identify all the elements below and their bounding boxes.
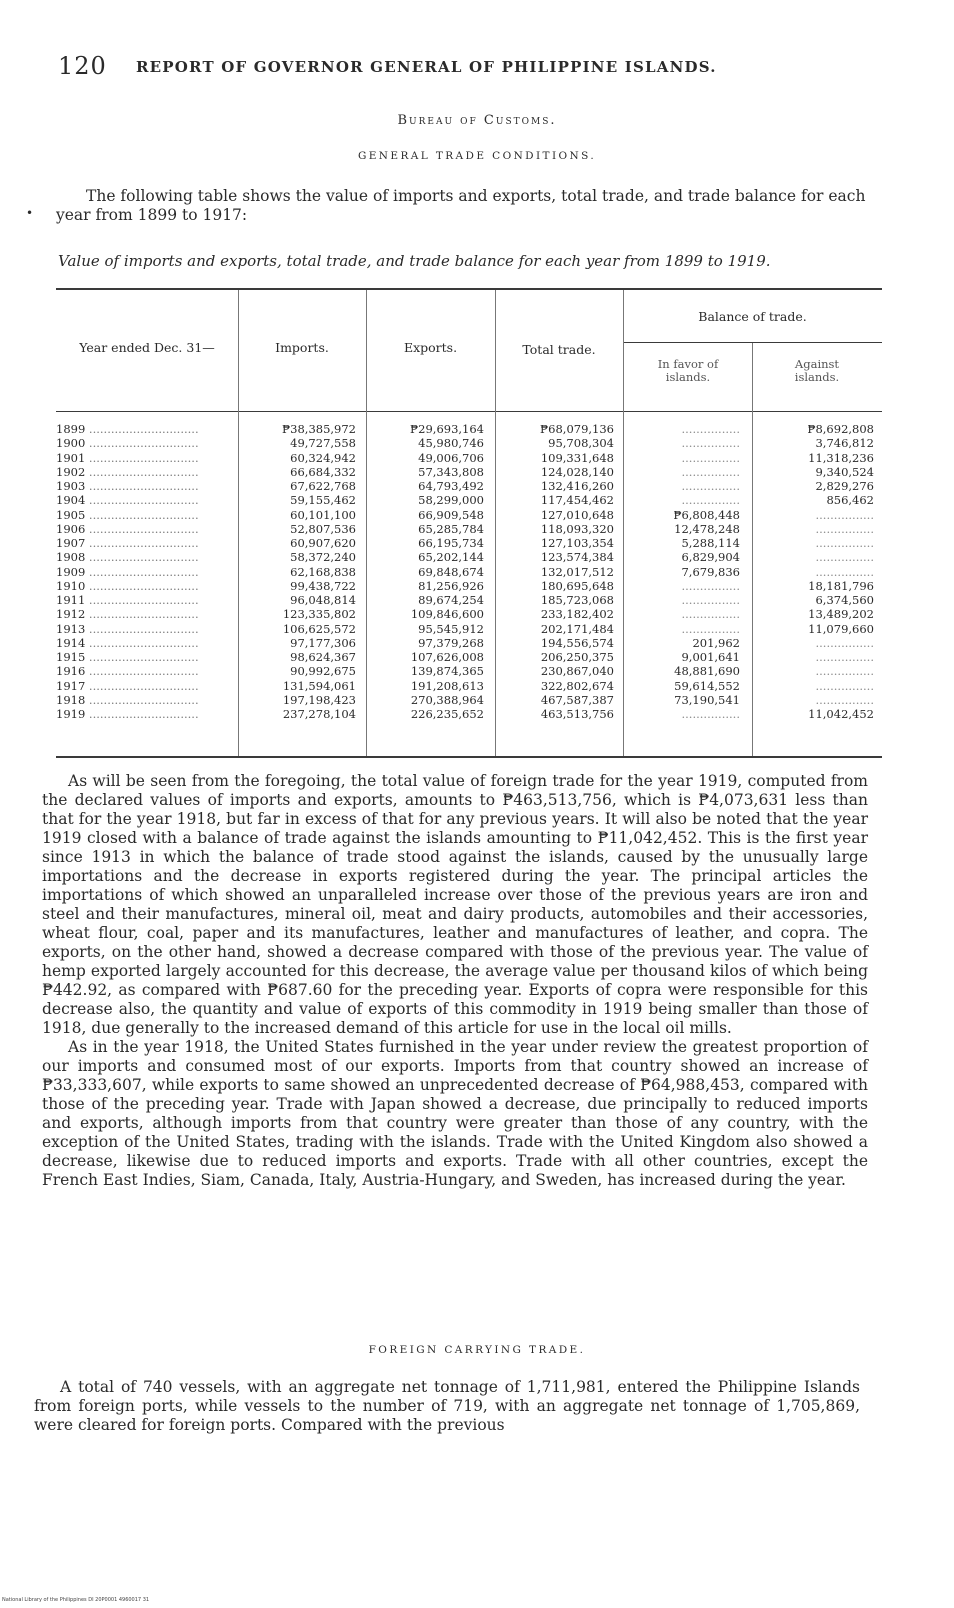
year-cell <box>56 593 230 607</box>
year-cell <box>56 693 230 707</box>
year-cell <box>56 479 230 493</box>
imports-cell: 60,324,942 <box>290 450 356 465</box>
total-trade-column <box>502 422 614 721</box>
column-divider <box>752 343 753 756</box>
in-favor-cell: ₱6,808,448 <box>673 507 740 522</box>
intro-paragraph: The following table shows the value of imports and exports, total trade, and trade balance for each year from 1899 to 1917: <box>56 187 866 224</box>
against-cell: 11,318,236 <box>808 450 874 465</box>
imports-cell: 237,278,104 <box>282 707 356 721</box>
header-year: Year ended Dec. 31— <box>79 340 215 355</box>
year-cell <box>56 522 230 536</box>
against-cell: ₱8,692,808 <box>807 422 874 436</box>
exports-column <box>374 422 484 721</box>
year-label: 1913 <box>56 621 86 636</box>
leader-dots: .............................. <box>85 664 199 679</box>
leader-dots: .............................. <box>85 607 199 622</box>
leader-dots: .............................. <box>85 593 199 607</box>
year-label: 1910 <box>56 578 86 593</box>
year-cell <box>56 579 230 593</box>
imports-cell: 197,198,423 <box>282 692 356 707</box>
year-label: 1901 <box>56 450 86 465</box>
total-trade-cell: 467,587,387 <box>540 692 614 707</box>
year-label: 1917 <box>56 678 86 693</box>
in-favor-cell: 9,001,641 <box>681 650 740 664</box>
total-trade-cell: 127,103,354 <box>540 536 614 550</box>
in-favor-cell: 73,190,541 <box>674 692 740 707</box>
exports-cell: 191,208,613 <box>410 678 484 693</box>
imports-cell: 60,907,620 <box>290 536 356 550</box>
exports-cell: 226,235,652 <box>410 707 484 721</box>
column-divider <box>623 290 624 756</box>
imports-cell: 106,625,572 <box>282 621 356 636</box>
year-label: 1899 <box>56 422 86 436</box>
against-cell: ................ <box>815 521 874 536</box>
year-cell <box>56 607 230 621</box>
leader-dots: .............................. <box>85 479 199 493</box>
leader-dots: .............................. <box>85 436 199 451</box>
leader-dots: .............................. <box>85 707 199 721</box>
year-label: 1909 <box>56 564 86 579</box>
total-trade-cell: 127,010,648 <box>540 507 614 522</box>
year-cell <box>56 650 230 664</box>
against-cell: ................ <box>815 536 874 550</box>
exports-cell: 45,980,746 <box>418 436 484 451</box>
exports-cell: 109,846,600 <box>410 607 484 622</box>
against-cell: 2,829,276 <box>815 479 874 493</box>
imports-cell: 99,438,722 <box>290 578 356 593</box>
leader-dots: .............................. <box>85 692 199 707</box>
total-trade-cell: 132,416,260 <box>540 479 614 493</box>
exports-cell: 65,202,144 <box>418 550 484 565</box>
in-favor-column <box>630 422 740 721</box>
year-label: 1900 <box>56 436 86 451</box>
year-label: 1911 <box>56 593 86 607</box>
year-cell <box>56 622 230 636</box>
total-trade-cell: ₱68,079,136 <box>540 422 614 436</box>
total-trade-cell: 322,802,674 <box>540 678 614 693</box>
exports-cell: 89,674,254 <box>418 593 484 607</box>
total-trade-cell: 95,708,304 <box>548 436 614 451</box>
against-cell: ................ <box>815 650 874 664</box>
imports-cell: 123,335,802 <box>282 607 356 622</box>
in-favor-cell: ................ <box>681 464 740 479</box>
header-total-trade: Total trade. <box>522 342 596 357</box>
in-favor-cell: ................ <box>681 436 740 451</box>
total-trade-cell: 109,331,648 <box>540 450 614 465</box>
in-favor-cell: 5,288,114 <box>681 536 740 550</box>
year-cell <box>56 636 230 650</box>
in-favor-cell: ................ <box>681 707 740 721</box>
year-cell <box>56 436 230 450</box>
total-trade-cell: 180,695,648 <box>540 578 614 593</box>
column-divider <box>495 290 496 756</box>
leader-dots: .............................. <box>85 564 199 579</box>
total-trade-cell: 124,028,140 <box>540 464 614 479</box>
imports-cell: 58,372,240 <box>290 550 356 565</box>
year-label: 1908 <box>56 550 86 565</box>
leader-dots: .............................. <box>85 678 199 693</box>
running-title: REPORT OF GOVERNOR GENERAL OF PHILIPPINE ISLANDS. <box>136 58 717 76</box>
in-favor-cell: 7,679,836 <box>681 564 740 579</box>
exports-cell: 57,343,808 <box>418 464 484 479</box>
total-trade-cell: 118,093,320 <box>540 521 614 536</box>
imports-column <box>246 422 356 721</box>
leader-dots: .............................. <box>85 493 199 508</box>
against-cell: 6,374,560 <box>815 593 874 607</box>
total-trade-cell: 123,574,384 <box>540 550 614 565</box>
year-label: 1916 <box>56 664 86 679</box>
total-trade-cell: 117,454,462 <box>540 493 614 508</box>
in-favor-cell: 12,478,248 <box>674 521 740 536</box>
header-in-favor: In favor of islands. <box>657 357 719 384</box>
imports-cell: 67,622,768 <box>290 479 356 493</box>
paragraph-countries: As in the year 1918, the United States furnished in the year under review the greatest proportion of our imports and consumed most of our exports. Imports from that country showed an increase of ₱33,333,607, while exports to same showed an unprecedented decrease of ₱64,988,453, compared with those of the preceding year. Trade with Japan showed a decrease, due principally to reduced imports and exports, although imports from that country were greater than those of any country, with the exception of the United States, trading with the islands. Trade with the United Kingdom also showed a decrease, likewise due to reduced imports and exports. Trade with all other countries, except the French East Indies, Siam, Canada, Italy, Austria-Hungary, and Sweden, has increased during the year. <box>42 1038 868 1189</box>
exports-cell: ₱29,693,164 <box>410 422 484 436</box>
section-heading-foreign-carrying: FOREIGN CARRYING TRADE. <box>368 1344 586 1356</box>
against-cell: ................ <box>815 507 874 522</box>
year-label: 1914 <box>56 635 86 650</box>
table-header-rule <box>56 411 882 412</box>
in-favor-cell: ................ <box>681 593 740 607</box>
total-trade-cell: 206,250,375 <box>540 650 614 664</box>
exports-cell: 64,793,492 <box>418 479 484 493</box>
year-cell <box>56 664 230 678</box>
year-label: 1902 <box>56 464 86 479</box>
year-label: 1912 <box>56 607 86 622</box>
against-cell: 3,746,812 <box>815 436 874 451</box>
exports-cell: 107,626,008 <box>410 650 484 664</box>
exports-cell: 66,909,548 <box>418 507 484 522</box>
imports-cell: ₱38,385,972 <box>282 422 356 436</box>
in-favor-cell: 59,614,552 <box>674 678 740 693</box>
leader-dots: .............................. <box>85 635 199 650</box>
imports-cell: 59,155,462 <box>290 493 356 508</box>
year-label: 1903 <box>56 479 86 493</box>
leader-dots: .............................. <box>85 578 199 593</box>
exports-cell: 81,256,926 <box>418 578 484 593</box>
body-text <box>42 772 868 1190</box>
total-trade-cell: 463,513,756 <box>540 707 614 721</box>
against-cell: ................ <box>815 550 874 565</box>
against-cell: 856,462 <box>826 493 874 508</box>
year-cell <box>56 508 230 522</box>
in-favor-cell: ................ <box>681 422 740 436</box>
against-cell: ................ <box>815 678 874 693</box>
leader-dots: .............................. <box>85 464 199 479</box>
imports-cell: 98,624,367 <box>290 650 356 664</box>
exports-cell: 270,388,964 <box>410 692 484 707</box>
paragraph-trade-1919: As will be seen from the foregoing, the total value of foreign trade for the year 1919, computed from the declared values of imports and exports, amounts to ₱463,513,756, which is ₱4,073,631 less than that for the year 1918, but far in excess of that for any previous years. It will also be noted that the year 1919 closed with a balance of trade against the islands amounting to ₱11,042,452. This is the first year since 1913 in which the balance of trade stood against the islands, caused by the unusually large importations and the decrease in exports registered during the year. The principal articles the importations of which showed an unparalleled increase over those of the previous years are iron and steel and their manufactures, mineral oil, meat and dairy products, automobiles and their accessories, wheat flour, coal, paper and its manufactures, leather and manufactures of leather, and copra. The exports, on the other hand, showed a decrease compared with those of the previous year. The value of hemp exported largely accounted for this decrease, the average value per thousand kilos of which being ₱442.92, as compared with ₱687.60 for the preceding year. Exports of copra were responsible for this decrease also, the quantity and value of exports of this commodity in 1919 being smaller than those of 1918, due generally to the increased demand of this article for use in the local oil mills. <box>42 772 868 1037</box>
year-label: 1905 <box>56 507 86 522</box>
header-balance-of-trade: Balance of trade. <box>698 309 807 324</box>
imports-cell: 49,727,558 <box>290 436 356 451</box>
in-favor-cell: ................ <box>681 578 740 593</box>
year-column <box>56 422 230 721</box>
in-favor-cell: ................ <box>681 493 740 508</box>
section-heading: GENERAL TRADE CONDITIONS. <box>357 150 597 162</box>
exports-cell: 139,874,365 <box>410 664 484 679</box>
year-cell <box>56 679 230 693</box>
leader-dots: .............................. <box>85 650 199 664</box>
year-cell <box>56 422 230 436</box>
column-divider <box>366 290 367 756</box>
total-trade-cell: 202,171,484 <box>540 621 614 636</box>
table-top-rule <box>56 288 882 290</box>
in-favor-cell: 201,962 <box>692 635 740 650</box>
leader-dots: .............................. <box>85 422 199 436</box>
leader-dots: .............................. <box>85 550 199 565</box>
exports-cell: 97,379,268 <box>418 635 484 650</box>
against-column <box>758 422 874 721</box>
imports-cell: 90,992,675 <box>290 664 356 679</box>
against-cell: ................ <box>815 664 874 679</box>
header-exports: Exports. <box>403 340 458 355</box>
total-trade-cell: 185,723,068 <box>540 593 614 607</box>
in-favor-cell: 6,829,904 <box>681 550 740 565</box>
in-favor-cell: ................ <box>681 450 740 465</box>
exports-cell: 66,195,734 <box>418 536 484 550</box>
in-favor-cell: ................ <box>681 621 740 636</box>
against-cell: 11,079,660 <box>808 621 874 636</box>
year-cell <box>56 565 230 579</box>
exports-cell: 58,299,000 <box>418 493 484 508</box>
against-cell: 13,489,202 <box>808 607 874 622</box>
in-favor-cell: ................ <box>681 479 740 493</box>
table-caption: Value of imports and exports, total trade, and trade balance for each year from 1899 to 1919. <box>58 252 771 270</box>
exports-cell: 65,285,784 <box>418 521 484 536</box>
leader-dots: .............................. <box>85 536 199 550</box>
year-cell <box>56 707 230 721</box>
imports-cell: 97,177,306 <box>290 635 356 650</box>
year-cell <box>56 536 230 550</box>
exports-cell: 49,006,706 <box>418 450 484 465</box>
year-cell <box>56 465 230 479</box>
year-label: 1906 <box>56 521 86 536</box>
leader-dots: .............................. <box>85 450 199 465</box>
year-label: 1904 <box>56 493 86 508</box>
header-against: Against islands. <box>794 357 840 384</box>
exports-cell: 95,545,912 <box>418 621 484 636</box>
imports-cell: 62,168,838 <box>290 564 356 579</box>
year-cell <box>56 493 230 507</box>
year-label: 1915 <box>56 650 86 664</box>
against-cell: ................ <box>815 564 874 579</box>
imports-cell: 60,101,100 <box>290 507 356 522</box>
year-label: 1907 <box>56 536 86 550</box>
total-trade-cell: 230,867,040 <box>540 664 614 679</box>
exports-cell: 69,848,674 <box>418 564 484 579</box>
against-cell: 18,181,796 <box>808 578 874 593</box>
against-cell: 9,340,524 <box>815 464 874 479</box>
trade-table <box>56 288 882 758</box>
bureau-heading: Bureau of Customs. <box>397 113 557 128</box>
leader-dots: .............................. <box>85 521 199 536</box>
imports-cell: 96,048,814 <box>290 593 356 607</box>
against-cell: 11,042,452 <box>808 707 874 721</box>
year-label: 1919 <box>56 707 86 721</box>
imports-cell: 131,594,061 <box>282 678 356 693</box>
in-favor-cell: ................ <box>681 607 740 622</box>
paragraph-vessels: A total of 740 vessels, with an aggregate net tonnage of 1,711,981, entered the Philippine Islands from foreign ports, while vessels to the number of 719, with an aggregate net tonnage of 1,705,869, were cleared for foreign ports. Compared with the previous <box>34 1378 860 1434</box>
imports-cell: 52,807,536 <box>290 521 356 536</box>
in-favor-cell: 48,881,690 <box>674 664 740 679</box>
against-cell: ................ <box>815 692 874 707</box>
year-cell <box>56 550 230 564</box>
leader-dots: .............................. <box>85 621 199 636</box>
header-imports: Imports. <box>275 340 329 355</box>
total-trade-cell: 233,182,402 <box>540 607 614 622</box>
column-divider <box>238 290 239 756</box>
total-trade-cell: 132,017,512 <box>540 564 614 579</box>
total-trade-cell: 194,556,574 <box>540 635 614 650</box>
imports-cell: 66,684,332 <box>290 464 356 479</box>
against-cell: ................ <box>815 635 874 650</box>
page-header <box>58 52 878 86</box>
page-number: 120 <box>58 52 107 80</box>
leader-dots: .............................. <box>85 507 199 522</box>
table-bottom-rule <box>56 756 882 758</box>
scan-footer: National Library of the Philippines DI 20P0001 4960017 31 <box>2 1597 150 1603</box>
margin-bullet-mark: • <box>26 206 34 220</box>
year-cell <box>56 451 230 465</box>
year-label: 1918 <box>56 692 86 707</box>
